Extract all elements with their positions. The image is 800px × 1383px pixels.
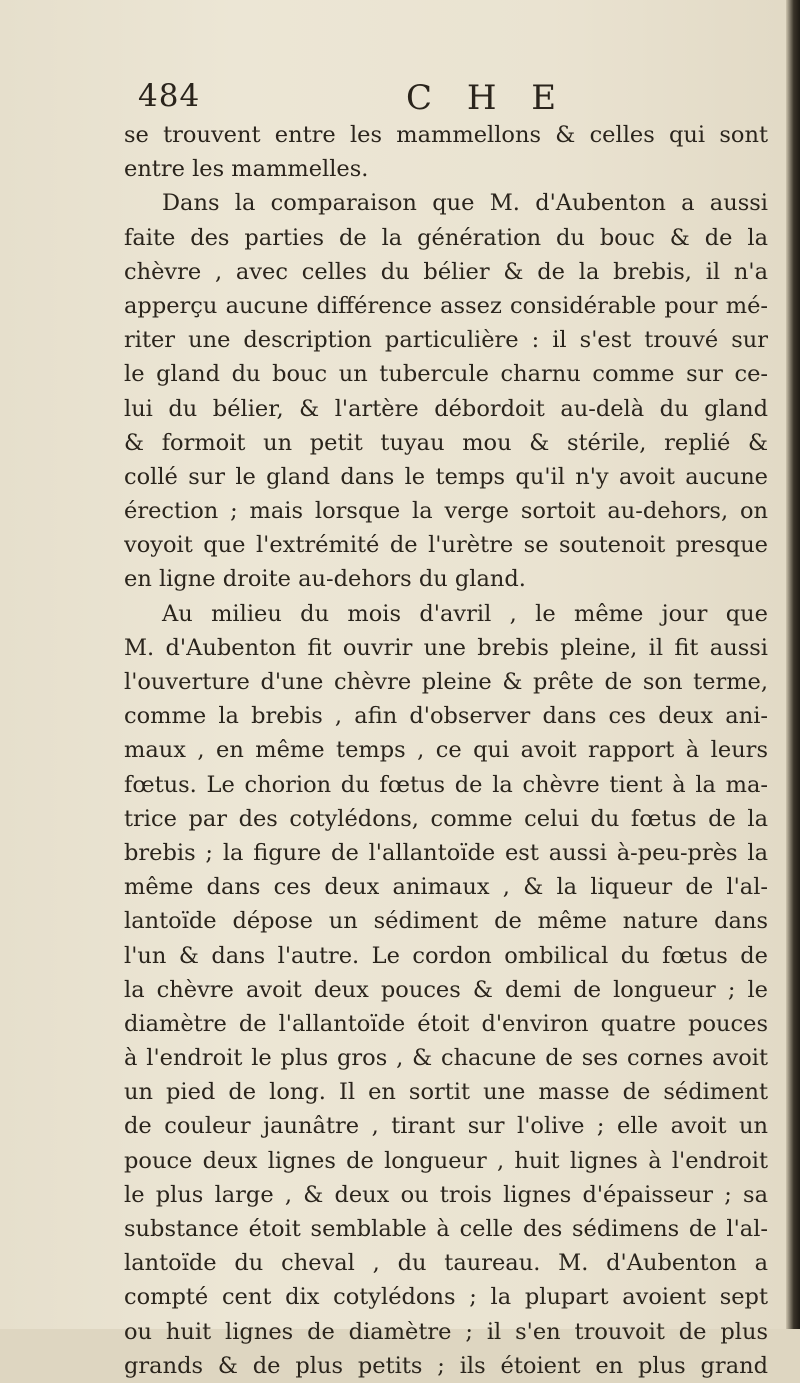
text-line: lui du bélier, & l'artère débordoit au-delà du gland bbox=[124, 395, 768, 422]
text-line: substance étoit semblable à celle des sédimens de l'al- bbox=[124, 1216, 768, 1242]
text-line: Au milieu du mois d'avril , le même jour que bbox=[162, 600, 768, 627]
text-line: pouce deux lignes de longueur , huit lignes à l'endroit bbox=[124, 1147, 768, 1174]
text-line: chèvre , avec celles du bélier & de la brebis, il n'a bbox=[124, 258, 768, 285]
text-line: un pied de long. Il en sortit une masse de sédiment bbox=[124, 1079, 768, 1106]
text-line: la chèvre avoit deux pouces & demi de longueur ; le bbox=[124, 976, 768, 1003]
text-line: grands & de plus petits ; ils étoient en plus grand bbox=[124, 1352, 768, 1379]
page-number: 484 bbox=[138, 78, 201, 114]
text-line: l'ouverture d'une chèvre pleine & prête de son terme, bbox=[124, 669, 768, 695]
text-line: en ligne droite au-dehors du gland. bbox=[124, 566, 526, 593]
page-header bbox=[112, 78, 772, 122]
text-line: Dans la comparaison que M. d'Aubenton a aussi bbox=[162, 190, 768, 217]
text-line: lantoïde dépose un sédiment de même nature dans bbox=[124, 908, 768, 935]
book-gutter bbox=[786, 0, 800, 1329]
text-line: à l'endroit le plus gros , & chacune de ses cornes avoit bbox=[124, 1045, 768, 1072]
text-line: maux , en même temps , ce qui avoit rapport à leurs bbox=[124, 737, 768, 764]
text-line: l'un & dans l'autre. Le cordon ombilical du fœtus de bbox=[124, 942, 768, 969]
text-line: même dans ces deux animaux , & la liqueur de l'al- bbox=[124, 874, 768, 901]
text-line: fœtus. Le chorion du fœtus de la chèvre tient à la ma- bbox=[124, 771, 768, 798]
text-line: comme la brebis , afin d'observer dans ces deux ani- bbox=[124, 703, 768, 730]
text-line: riter une description particulière : il s'est trouvé sur bbox=[124, 327, 768, 354]
text-line: diamètre de l'allantoïde étoit d'environ quatre pouces bbox=[124, 1010, 768, 1037]
text-line: ou huit lignes de diamètre ; il s'en trouvoit de plus bbox=[124, 1318, 768, 1345]
body-text bbox=[124, 118, 768, 1383]
text-line: M. d'Aubenton fit ouvrir une brebis pleine, il fit aussi bbox=[124, 634, 768, 661]
text-line: & formoit un petit tuyau mou & stérile, replié & bbox=[124, 429, 768, 456]
text-line: érection ; mais lorsque la verge sortoit au-dehors, on bbox=[124, 498, 768, 525]
text-line: trice par des cotylédons, comme celui du fœtus de la bbox=[124, 805, 768, 832]
text-line: le plus large , & deux ou trois lignes d'épaisseur ; sa bbox=[124, 1181, 768, 1208]
running-head: C H E bbox=[406, 78, 569, 118]
text-line: compté cent dix cotylédons ; la plupart avoient sept bbox=[124, 1284, 768, 1311]
text-line: collé sur le gland dans le temps qu'il n'y avoit aucune bbox=[124, 463, 768, 490]
text-line: lantoïde du cheval , du taureau. M. d'Aubenton a bbox=[124, 1250, 768, 1277]
text-line: entre les mammelles. bbox=[124, 156, 369, 183]
text-line: le gland du bouc un tubercule charnu comme sur ce- bbox=[124, 361, 768, 388]
text-line: apperçu aucune différence assez considérable pour mé- bbox=[124, 292, 768, 319]
text-line: se trouvent entre les mammellons & celles qui sont bbox=[124, 122, 768, 148]
text-line: brebis ; la figure de l'allantoïde est aussi à-peu-près la bbox=[124, 839, 768, 866]
text-line: de couleur jaunâtre , tirant sur l'olive ; elle avoit un bbox=[124, 1113, 768, 1140]
text-line: voyoit que l'extrémité de l'urètre se soutenoit presque bbox=[124, 532, 768, 559]
text-line: faite des parties de la génération du bouc & de la bbox=[124, 224, 768, 251]
